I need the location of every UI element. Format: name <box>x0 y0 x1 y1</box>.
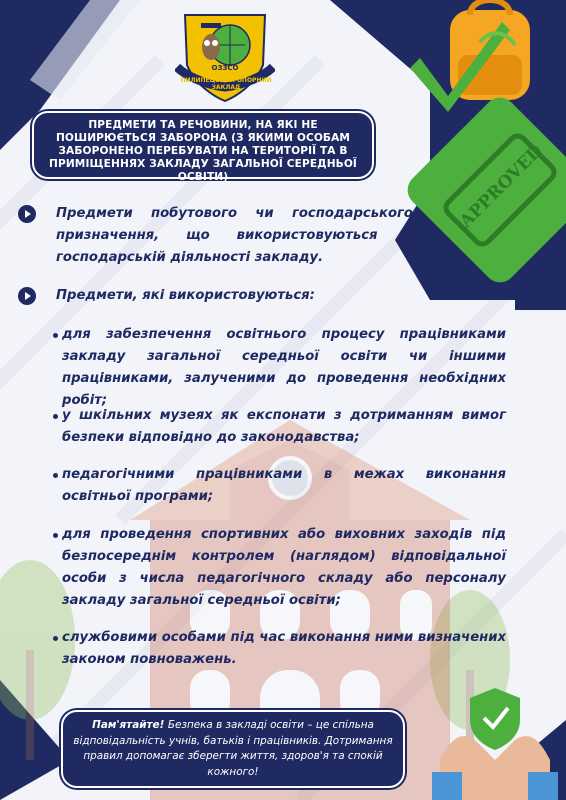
list-dot-icon <box>53 414 58 419</box>
footer-reminder <box>61 710 405 788</box>
subitem-teachers: педагогічними працівниками в межах виконання освітньої програми; <box>62 467 506 504</box>
page-title: ПРЕДМЕТИ ТА РЕЧОВИНИ, НА ЯКІ НЕ ПОШИРЮЄТЬСЯ ЗАБОРОНА (З ЯКИМИ ОСОБАМ ЗАБОРОНЕНО ПЕРЕБУВАТИ НА ТЕРИТОРІЇ ТА В ПРИМІЩЕННЯХ ЗАКЛАДУ ЗАГАЛЬНОЇ СЕРЕДНЬОЇ ОСВІТИ) <box>32 111 374 179</box>
footer-text: Безпека в закладі освіти – це спільна відповідальність учнів, батьків і працівників. Дотримання правил допомагає зберегти життя, здоров'я та спокій кожного! <box>73 719 393 778</box>
subitem-educational-process: для забезпечення освітнього процесу працівниками закладу загальної середньої освіти чи іншими працівниками, залученими до проведення необхідних робіт; <box>62 327 506 408</box>
subitem-sports-events: для проведення спортивних або виховних заходів під безпосереднім контролем (наглядом) відповідальної особи з числа педагогічного складу або персоналу закладу загальної середньої освіти; <box>62 527 506 608</box>
list-dot-icon <box>53 473 58 478</box>
play-bullet-icon <box>18 205 36 223</box>
list-dot-icon <box>53 533 58 538</box>
subitem-officials: службовими особами під час виконання ними визначених законом повноважень. <box>62 630 506 667</box>
list-dot-icon <box>53 333 58 338</box>
play-bullet-icon <box>18 287 36 305</box>
item-used: Предмети, які використовуються: <box>56 288 315 303</box>
footer-lead: Пам'ятайте! <box>92 719 168 731</box>
list-dot-icon <box>53 636 58 641</box>
logo-abbr: ОЗЗСО <box>211 64 239 72</box>
logo-name: ПИЛИПЕЦЬКИЙ ОПОРНИЙ ЗАКЛАД <box>180 77 272 91</box>
subitem-museums: у шкільних музеях як експонати з дотриманням вимог безпеки відповідно до законодавства; <box>62 408 506 445</box>
item-household: Предмети побутового чи господарського призначення, що використовуються у господарській діяльності закладу. <box>56 206 413 265</box>
approved-stamp-label: APPROVED <box>456 141 547 232</box>
